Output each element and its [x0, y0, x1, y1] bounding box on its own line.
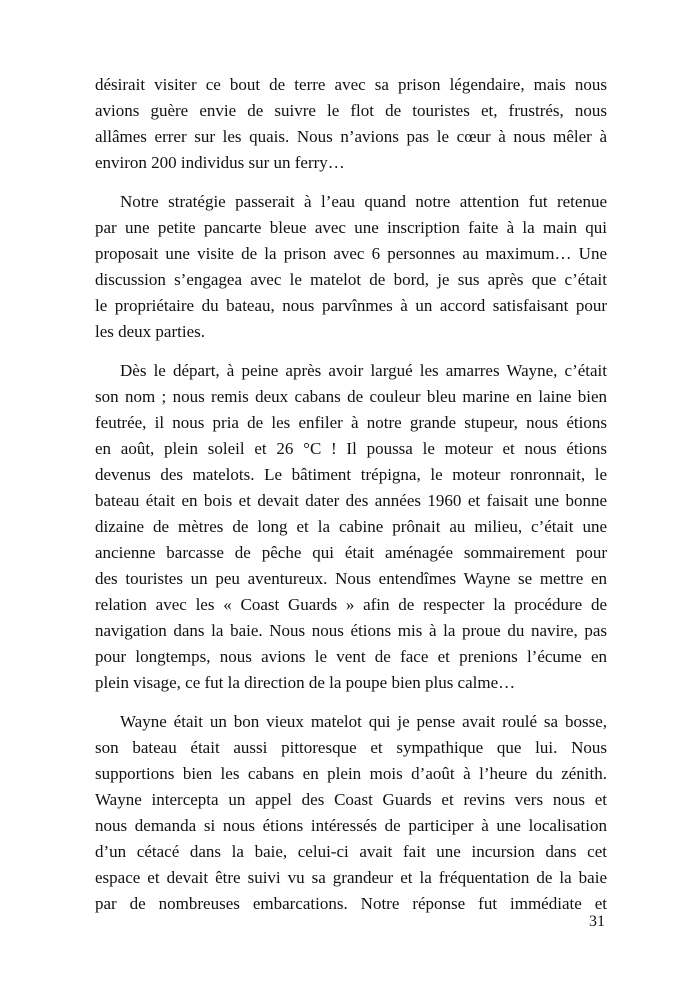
text-line: plein visage, ce fut la direction de la poupe bien plus calme… — [95, 673, 516, 692]
text-line: avions guère envie de suivre le flot de touristes et, frustrés, nous — [95, 101, 607, 120]
text-line: Dès le départ, à peine après avoir largué les amarres Wayne, c’était — [120, 361, 607, 380]
paragraph — [95, 358, 607, 696]
text-line: feutrée, il nous pria de les enfiler à notre grande stupeur, nous étions — [95, 413, 607, 432]
text-line: navigation dans la baie. Nous nous étions mis à la proue du navire, pas — [95, 621, 607, 640]
text-line: environ 200 individus sur un ferry… — [95, 153, 345, 172]
text-line: son bateau était aussi pittoresque et sympathique que lui. Nous — [95, 738, 607, 757]
text-line: les deux parties. — [95, 322, 205, 341]
text-line: Notre stratégie passerait à l’eau quand notre attention fut retenue — [120, 192, 607, 211]
paragraph — [95, 72, 607, 176]
text-line: par une petite pancarte bleue avec une inscription faite à la main qui — [95, 218, 607, 237]
text-line: Wayne était un bon vieux matelot qui je pense avait roulé sa bosse, — [120, 712, 607, 731]
text-line: son nom ; nous remis deux cabans de couleur bleu marine en laine bien — [95, 387, 607, 406]
paragraph — [95, 189, 607, 345]
text-line: pour longtemps, nous avions le vent de face et prenions l’écume en — [95, 647, 607, 666]
text-line: relation avec les « Coast Guards » afin de respecter la procédure de — [95, 595, 607, 614]
text-line: en août, plein soleil et 26 °C ! Il poussa le moteur et nous étions — [95, 439, 607, 458]
text-line: dizaine de mètres de long et la cabine prônait au milieu, c’était une — [95, 517, 607, 536]
text-line: d’un cétacé dans la baie, celui-ci avait fait une incursion dans cet — [95, 842, 607, 861]
text-line: le propriétaire du bateau, nous parvînmes à un accord satisfaisant pour — [95, 296, 607, 315]
text-line: bateau était en bois et devait dater des années 1960 et faisait une bonne — [95, 491, 607, 510]
text-line: par de nombreuses embarcations. Notre réponse fut immédiate et — [95, 894, 607, 913]
text-line: nous demanda si nous étions intéressés de participer à une localisation — [95, 816, 607, 835]
text-line: devenus des matelots. Le bâtiment trépigna, le moteur ronronnait, le — [95, 465, 607, 484]
page-number: 31 — [589, 913, 605, 930]
text-line: des touristes un peu aventureux. Nous entendîmes Wayne se mettre en — [95, 569, 607, 588]
text-line: Wayne intercepta un appel des Coast Guards et revins vers nous et — [95, 790, 607, 809]
text-line: ancienne barcasse de pêche qui était aménagée sommairement pour — [95, 543, 607, 562]
text-line: espace et devait être suivi vu sa grandeur et la fréquentation de la baie — [95, 868, 607, 887]
text-line: allâmes errer sur les quais. Nous n’avions pas le cœur à nous mêler à — [95, 127, 607, 146]
text-line: proposait une visite de la prison avec 6 personnes au maximum… Une — [95, 244, 607, 263]
text-line: discussion s’engagea avec le matelot de bord, je sus après que c’était — [95, 270, 607, 289]
paragraph — [95, 709, 607, 917]
page-body — [95, 72, 607, 917]
text-line: supportions bien les cabans en plein mois d’août à l’heure du zénith. — [95, 764, 607, 783]
text-line: désirait visiter ce bout de terre avec sa prison légendaire, mais nous — [95, 75, 607, 94]
